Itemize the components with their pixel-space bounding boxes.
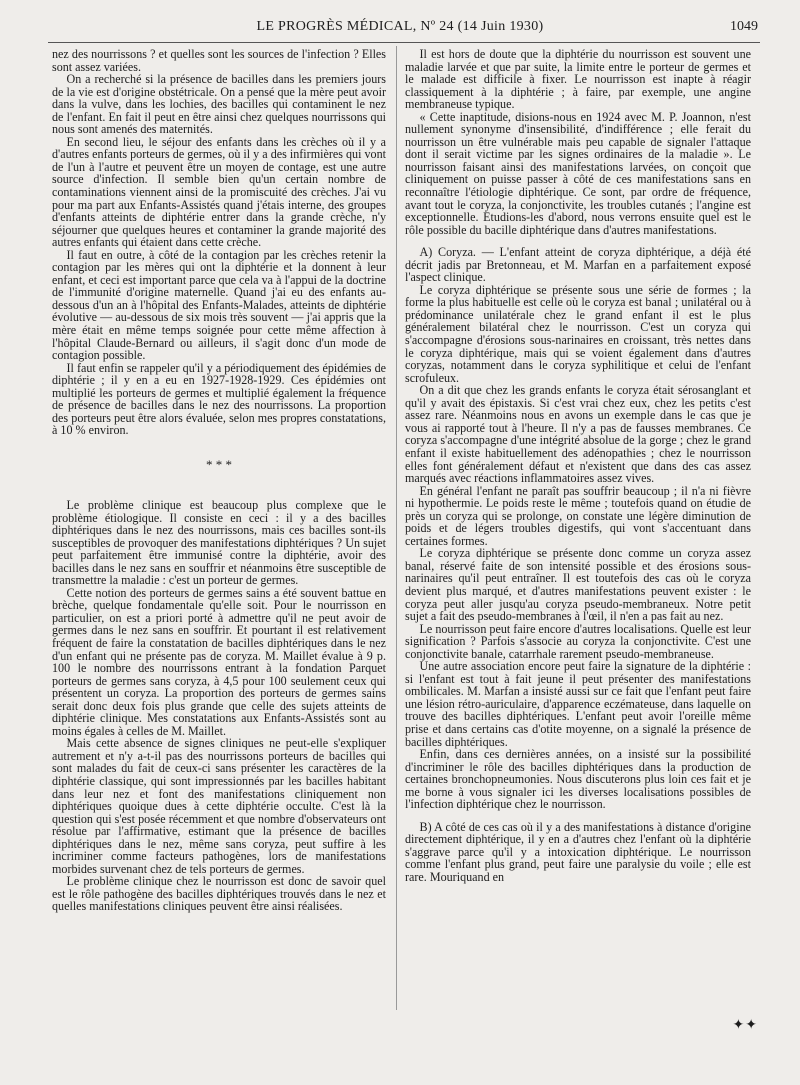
paragraph: Il faut enfin se rappeler qu'il y a périodiquement des épidémies de diphtérie ; il y en a eu en 1927-1928-1929. Ces épidémies ont multiplié les porteurs de germes et multiplié également la fréquence de présence de bacilles dans le nez des nourrissons. La proportion des porteurs peut être alors évaluée, selon mes propres constatations, à 10 % environ. <box>52 360 386 438</box>
running-header <box>0 19 800 39</box>
section-separator: * * * <box>206 456 232 472</box>
paragraph: « Cette inaptitude, disions-nous en 1924 avec M. P. Joannon, n'est nullement synonyme d'insensibilité, d'indifférence ; elle ferait du nourrisson un être vulnérable mais peu capable de signaler l'attaque dont il serait victime par les signes ordinaires de la maladie ». Le nourrisson faisant ainsi des manifestations larvées, on conçoit que cliniquement on puisse passer à côté de ces manifestations sans en reconnaître l'étiologie diphtérique. Ce sont, par ordre de fréquence, avant tout le coryza, la conjonctivite, les troubles cutanés ; l'angine est exceptionnelle. Etudions-les d'abord, nous verrons ensuite quel est le rôle possible du bacille diphtérique dans d'autres manifestations. <box>405 109 751 237</box>
paragraph: Le nourrisson peut faire encore d'autres localisations. Quelle est leur signification ? Parfois s'associe au coryza la conjonctivite. C'est une conjonctivite banale, catarrhale rarement pseudo-membraneuse. <box>405 621 751 661</box>
paragraph: Le coryza diphtérique se présente donc comme un coryza assez banal, réservé faite de son intensité possible et des érosions sous-narinaires qu'il peut entraîner. Il est toutefois des cas où le coryza devient plus marqué, et d'autres manifestations peuvent exister : le coryza peut aller jusqu'au coryza pseudo-membraneux. Notre petit sujet a fait des pseudo-membranes à l'œil, il n'en a pas fait au nez. <box>405 546 751 624</box>
paragraph: En second lieu, le séjour des enfants dans les crèches où il y a d'autres enfants porteurs de germes, où il y a des infirmières qui vont de l'un à l'autre et peuvent être un moyen de contage, est une autre source d'infection. Il semble bien qu'un certain nombre de contaminations viennent ainsi de la promiscuité des crèches. J'ai vu pour ma part aux Enfants-Assistés quand j'étais interne, des groupes d'enfants atteints de diphtérie entrer dans la grande crèche, n'y séjourner que quelques heures et contaminer la grande majorité des autres enfants qui étaient dans cette crèche. <box>52 134 386 250</box>
paragraph: Il est hors de doute que la diphtérie du nourrisson est souvent une maladie larvée et que par suite, la limite entre le porteur de germes et le malade est difficile à fixer. Le nourrisson est inapte à réagir classiquement à la diphtérie ; à faire, par exemple, une angine membraneuse typique. <box>405 47 751 112</box>
journal-title: LE PROGRÈS MÉDICAL, Nº 24 (14 Juin 1930) <box>256 19 544 34</box>
paragraph: Le problème clinique chez le nourrisson est donc de savoir quel est le rôle pathogène des bacilles diphtériques trouvés dans le nez et quelles manifestations cliniques peuvent être ainsi réalisées. <box>52 874 386 914</box>
column-separator <box>396 46 397 1010</box>
end-mark: ✦✦ <box>732 1017 758 1033</box>
header-rule <box>48 42 760 43</box>
right-column <box>405 48 751 884</box>
left-column <box>52 48 386 913</box>
paragraph: Il faut en outre, à côté de la contagion par les crèches retenir la contagion par les mères qui ont la diphtérie et la donnent à leur enfant, et ceci est important parce que cela va à l'appui de la doctrine de l'immunité d'origine maternelle. Quand j'ai eu des enfants au-dessous d'un an à l'hôpital des Enfants-Malades, atteints de diphtérie évolutive — au-dessous de six mois très souvent — j'ai appris que la mère était en même temps soignée pour cette même affection à l'hôpital Claude-Bernard ou ailleurs, il s'agit donc d'un mode de contagion possible. <box>52 247 386 363</box>
paragraph: On a dit que chez les grands enfants le coryza était sérosanglant et qu'il y avait des épistaxis. Si c'est vrai chez eux, chez les petits c'est assez rare. Néanmoins nous en avons un exemple dans le cas que je vous ai rapporté tout à l'heure. Il n'y a pas de fausses membranes. Ce coryza s'accompagne d'une intégrité absolue de la gorge ; chez le grand enfant il existe habituellement des adénopathies ; chez le nourrisson elles font généralement défaut et n'existent que dans des cas assez marqués avec réactions inflammatoires assez vives. <box>405 383 751 486</box>
paragraph: A) Coryza. — L'enfant atteint de coryza diphtérique, a déjà été décrit jadis par Bretonneau, et M. Marfan en a parfaitement exposé l'aspect clinique. <box>405 245 751 285</box>
paragraph: En général l'enfant ne paraît pas souffrir beaucoup ; il n'a ni fièvre ni hypothermie. Le poids reste le même ; toutefois quand on étudie de près un coryza qui se prolonge, on constate une légère diminution de poids et de légers troubles digestifs, qui vont s'accentuant dans certaines formes. <box>405 483 751 548</box>
paragraph: Le coryza diphtérique se présente sous une série de formes ; la forme la plus habituelle est celle où le coryza est banal ; unilatéral ou à prédominance unilatérale chez le grand enfant il est le plus généralement bilatéral chez le nourrisson. C'est un coryza qui s'accompagne d'érosions sous-narinaires en croissant, très nettes dans le coryza diphtérique, mais qui se voient également dans d'autres coryzas, notamment dans le coryza syphilitique et celui de l'enfant scrofuleux. <box>405 282 751 385</box>
paragraph: On a recherché si la présence de bacilles dans les premiers jours de la vie est d'origine obstétricale. On a pensé que la mère peut avoir dans la vulve, dans les lochies, des bacilles qui contaminent le nez de l'enfant. En fait il peut en être ainsi chez quelques nourrissons qui nous sont amenés des maternités. <box>52 72 386 137</box>
paragraph: Une autre association encore peut faire la signature de la diphtérie : si l'enfant est tout à fait jeune il peut présenter des manifestations ombilicales. M. Marfan a insisté aussi sur ce fait que l'enfant peut faire une lésion rétro-auriculaire, d'apparence eczémateuse, dans laquelle on trouve des bacilles diphtériques. L'enfant peut avoir l'oreille même prise et dans certains cas d'otite moyenne, on a signalé la présence de bacilles diphtériques. <box>405 659 751 749</box>
paragraph: nez des nourrissons ? et quelles sont les sources de l'infection ? Elles sont assez variées. <box>52 47 386 74</box>
paragraph: Mais cette absence de signes cliniques ne peut-elle s'expliquer autrement et n'y a-t-il pas des nourrissons porteurs de bacilles qui sont malades du fait de ceux-ci sans présenter les caractères de la diphtérie classique, qui sont impressionnés par les bacilles habitant dans leur nez et font des manifestations cliniquement non diphtériques quoique dues à cette diphtérie occulte. C'est là la question qui s'est posée récemment et que nombre d'observateurs ont résolue par l'affirmative, estimant que la présence de bacilles diphtériques dans le nez, même sans coryza, peut suffire à les incriminer comme facteurs pathogènes, lors de manifestations morbides survenant chez de tels porteurs de germes. <box>52 736 386 876</box>
page-number: 1049 <box>730 19 758 34</box>
paragraph: Cette notion des porteurs de germes sains a été souvent battue en brèche, quelque fondamentale qu'elle soit. Pour le nourrisson en particulier, on est a priori porté à admettre qu'il ne peut avoir de germes dans le nez sans en souffrir. Et pourtant il est relativement fréquent de faire la constatation de bacilles diphtériques dans le nez d'un enfant qui ne présente pas de coryza. M. Maillet évalue à 9 p. 100 le nombre des nourrissons entrant à la fondation Parquet porteurs de germes sans coryza, à 4,5 pour 100 seulement ceux qui présentent un coryza. La proportion des porteurs de germes sains serait donc deux fois plus grande que celle des sujets atteints de diphtérie clinique. Mes constatations aux Enfants-Assistés sont au moins égales à celles de M. Maillet. <box>52 585 386 738</box>
paragraph: B) A côté de ces cas où il y a des manifestations à distance d'origine directement diphtérique, il y en a d'autres chez l'enfant où la diphtérie s'aggrave parce qu'il y a intoxication diphtérique. Le nourrisson comme l'enfant plus grand, peut faire une paralysie du voile ; elle est rare. Mouriquand en <box>405 819 751 884</box>
paragraph: Le problème clinique est beaucoup plus complexe que le problème étiologique. Il consiste en ceci : il y a des bacilles diphtériques dans le nez des nourrissons, mais ces bacilles sont-ils susceptibles de provoquer des manifestations diphtériques ? Un sujet peut parfaitement être immunisé contre la diphtérie, avoir des bacilles dans le nez sans en souffrir et néanmoins être susceptible de transmettre la maladie : c'est un porteur de germes. <box>52 497 386 588</box>
paragraph: Enfin, dans ces dernières années, on a insisté sur la possibilité d'incriminer le rôle des bacilles diphtériques dans la production de certaines bronchopneumonies. Nous discuterons plus loin ces fait et je me borne à vous signaler ici les diverses localisations possibles de l'infection diphtérique chez le nourrisson. <box>405 747 751 812</box>
